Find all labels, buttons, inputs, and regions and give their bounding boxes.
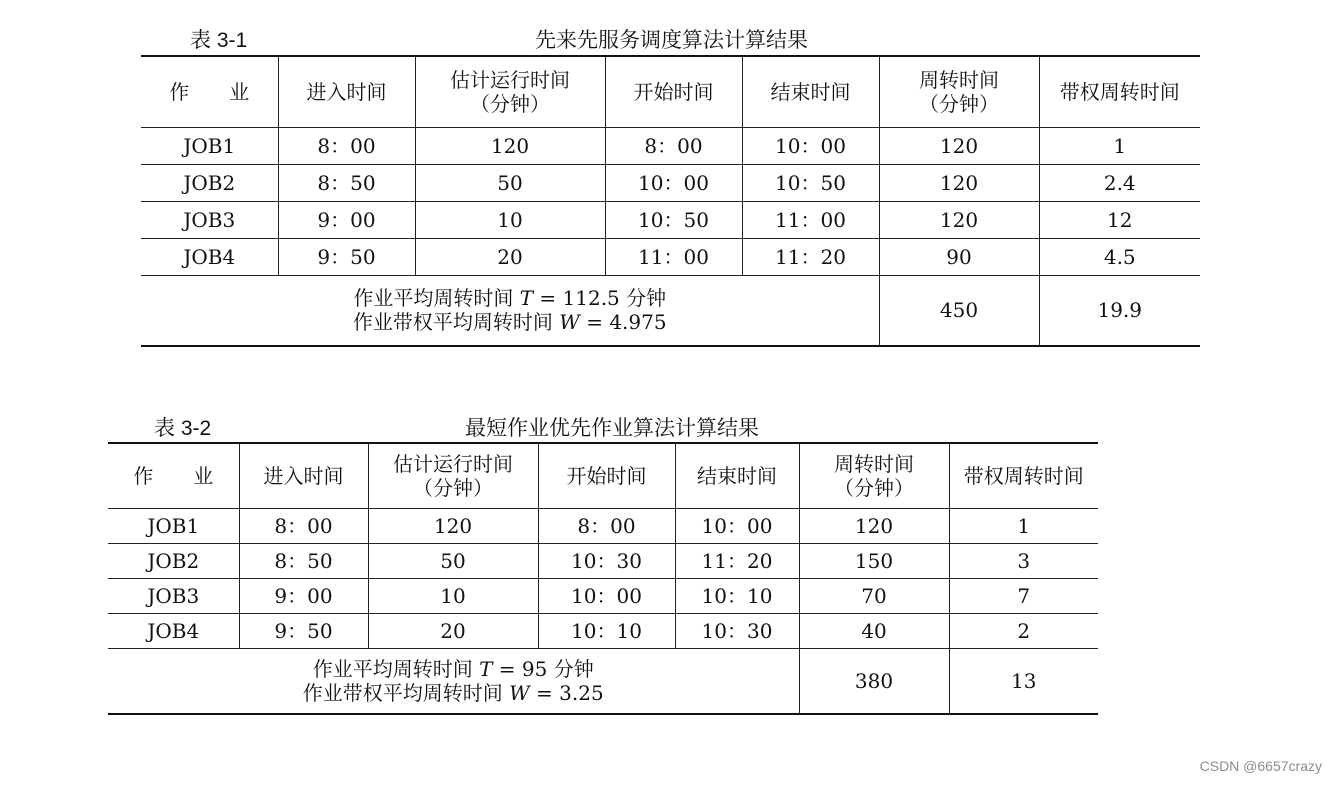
cell-turnaround: 90	[879, 238, 1039, 275]
cell-end: 11：20	[675, 543, 799, 578]
cell-arrive: 8：50	[239, 543, 368, 578]
cell-weighted: 1	[949, 508, 1098, 543]
cell-run: 20	[368, 613, 538, 648]
cell-turnaround: 120	[799, 508, 949, 543]
cell-run: 10	[368, 578, 538, 613]
table-row	[108, 613, 1098, 648]
avg-turnaround-var: T	[479, 656, 493, 681]
table-1-title: 先来先服务调度算法计算结果	[535, 28, 808, 52]
total-turnaround: 450	[879, 275, 1039, 346]
cell-turnaround: 70	[799, 578, 949, 613]
header-end-time: 结束时间	[675, 443, 799, 508]
header-turn-line1: 周转时间	[834, 451, 914, 476]
table-header-row	[108, 443, 1098, 508]
header-turnaround-time	[799, 443, 949, 508]
cell-weighted: 4.5	[1039, 238, 1200, 275]
cell-turnaround: 40	[799, 613, 949, 648]
cell-weighted: 2	[949, 613, 1098, 648]
total-turnaround: 380	[799, 648, 949, 714]
cell-run: 20	[415, 238, 605, 275]
header-estimated-run-time	[415, 56, 605, 127]
header-run-line1: 估计运行时间	[393, 451, 513, 476]
cell-arrive: 9：50	[278, 238, 415, 275]
avg-turnaround-value: = 112.5 分钟	[533, 286, 667, 311]
header-run-line2: （分钟）	[413, 475, 493, 500]
cell-arrive: 8：50	[278, 164, 415, 201]
cell-weighted: 7	[949, 578, 1098, 613]
header-end-time: 结束时间	[742, 56, 879, 127]
table-2-label: 表 3-2	[154, 417, 212, 440]
avg-turnaround-value: = 95 分钟	[492, 656, 594, 681]
header-weighted-turnaround: 带权周转时间	[1039, 56, 1200, 127]
cell-end: 11：20	[742, 238, 879, 275]
avg-weighted-line	[108, 681, 799, 705]
cell-start: 11：00	[605, 238, 742, 275]
header-turnaround-time	[879, 56, 1039, 127]
avg-turnaround-line	[141, 286, 879, 310]
cell-run: 10	[415, 201, 605, 238]
watermark: CSDN @6657crazy	[1199, 758, 1322, 774]
cell-start: 10：10	[538, 613, 675, 648]
cell-run: 50	[368, 543, 538, 578]
cell-end: 10：00	[675, 508, 799, 543]
header-estimated-run-time	[368, 443, 538, 508]
cell-job: JOB3	[108, 578, 239, 613]
avg-turnaround-label: 作业平均周转时间	[353, 286, 514, 311]
table-row	[141, 164, 1200, 201]
cell-job: JOB3	[141, 201, 278, 238]
avg-weighted-label: 作业带权平均周转时间	[302, 680, 503, 705]
cell-job: JOB2	[141, 164, 278, 201]
cell-start: 10：00	[538, 578, 675, 613]
avg-turnaround-label: 作业平均周转时间	[312, 656, 473, 681]
table-row	[108, 508, 1098, 543]
cell-turnaround: 120	[879, 164, 1039, 201]
cell-arrive: 9：00	[278, 201, 415, 238]
cell-turnaround: 120	[879, 127, 1039, 164]
cell-arrive: 8：00	[239, 508, 368, 543]
cell-end: 10：10	[675, 578, 799, 613]
cell-start: 8：00	[538, 508, 675, 543]
cell-end: 10：50	[742, 164, 879, 201]
cell-start: 10：50	[605, 201, 742, 238]
header-turn-line1: 周转时间	[919, 67, 999, 92]
cell-arrive: 9：50	[239, 613, 368, 648]
avg-weighted-var: W	[559, 310, 580, 335]
cell-job: JOB1	[108, 508, 239, 543]
header-turn-line2: （分钟）	[919, 91, 999, 116]
cell-arrive: 8：00	[278, 127, 415, 164]
cell-end: 10：00	[742, 127, 879, 164]
table-row	[108, 578, 1098, 613]
summary-text	[108, 648, 799, 714]
cell-end: 11：00	[742, 201, 879, 238]
cell-job: JOB1	[141, 127, 278, 164]
cell-run: 50	[415, 164, 605, 201]
table-row	[141, 238, 1200, 275]
header-weighted-turnaround: 带权周转时间	[949, 443, 1098, 508]
header-start-time: 开始时间	[538, 443, 675, 508]
cell-run: 120	[415, 127, 605, 164]
header-start-time: 开始时间	[605, 56, 742, 127]
table-row	[108, 543, 1098, 578]
table-2-title: 最短作业优先作业算法计算结果	[465, 416, 759, 440]
table-row	[141, 201, 1200, 238]
avg-weighted-value: = 4.975	[579, 310, 667, 335]
avg-turnaround-var: T	[519, 286, 534, 311]
cell-end: 10：30	[675, 613, 799, 648]
header-run-line1: 估计运行时间	[450, 67, 570, 92]
cell-turnaround: 120	[879, 201, 1039, 238]
cell-weighted: 2.4	[1039, 164, 1200, 201]
cell-start: 8：00	[605, 127, 742, 164]
header-run-line2: （分钟）	[470, 91, 550, 116]
avg-weighted-value: = 3.25	[529, 680, 604, 705]
cell-weighted: 3	[949, 543, 1098, 578]
cell-weighted: 1	[1039, 127, 1200, 164]
summary-text	[141, 275, 879, 346]
header-job: 作 业	[108, 443, 239, 508]
cell-arrive: 9：00	[239, 578, 368, 613]
header-job: 作 业	[141, 56, 278, 127]
cell-start: 10：00	[605, 164, 742, 201]
total-weighted: 13	[949, 648, 1098, 714]
header-arrive-time: 进入时间	[239, 443, 368, 508]
avg-turnaround-line	[108, 657, 799, 681]
table-2	[108, 442, 1098, 715]
header-arrive-time: 进入时间	[278, 56, 415, 127]
avg-weighted-label: 作业带权平均周转时间	[352, 310, 553, 335]
cell-job: JOB2	[108, 543, 239, 578]
cell-turnaround: 150	[799, 543, 949, 578]
cell-start: 10：30	[538, 543, 675, 578]
cell-weighted: 12	[1039, 201, 1200, 238]
summary-row	[108, 648, 1098, 714]
table-row	[141, 127, 1200, 164]
table-1-label: 表 3-1	[190, 29, 248, 52]
cell-job: JOB4	[141, 238, 278, 275]
table-1	[141, 55, 1200, 347]
total-weighted: 19.9	[1039, 275, 1200, 346]
avg-weighted-var: W	[509, 680, 530, 705]
cell-run: 120	[368, 508, 538, 543]
header-turn-line2: （分钟）	[834, 475, 914, 500]
cell-job: JOB4	[108, 613, 239, 648]
avg-weighted-line	[141, 310, 879, 334]
table-header-row	[141, 56, 1200, 127]
summary-row	[141, 275, 1200, 346]
